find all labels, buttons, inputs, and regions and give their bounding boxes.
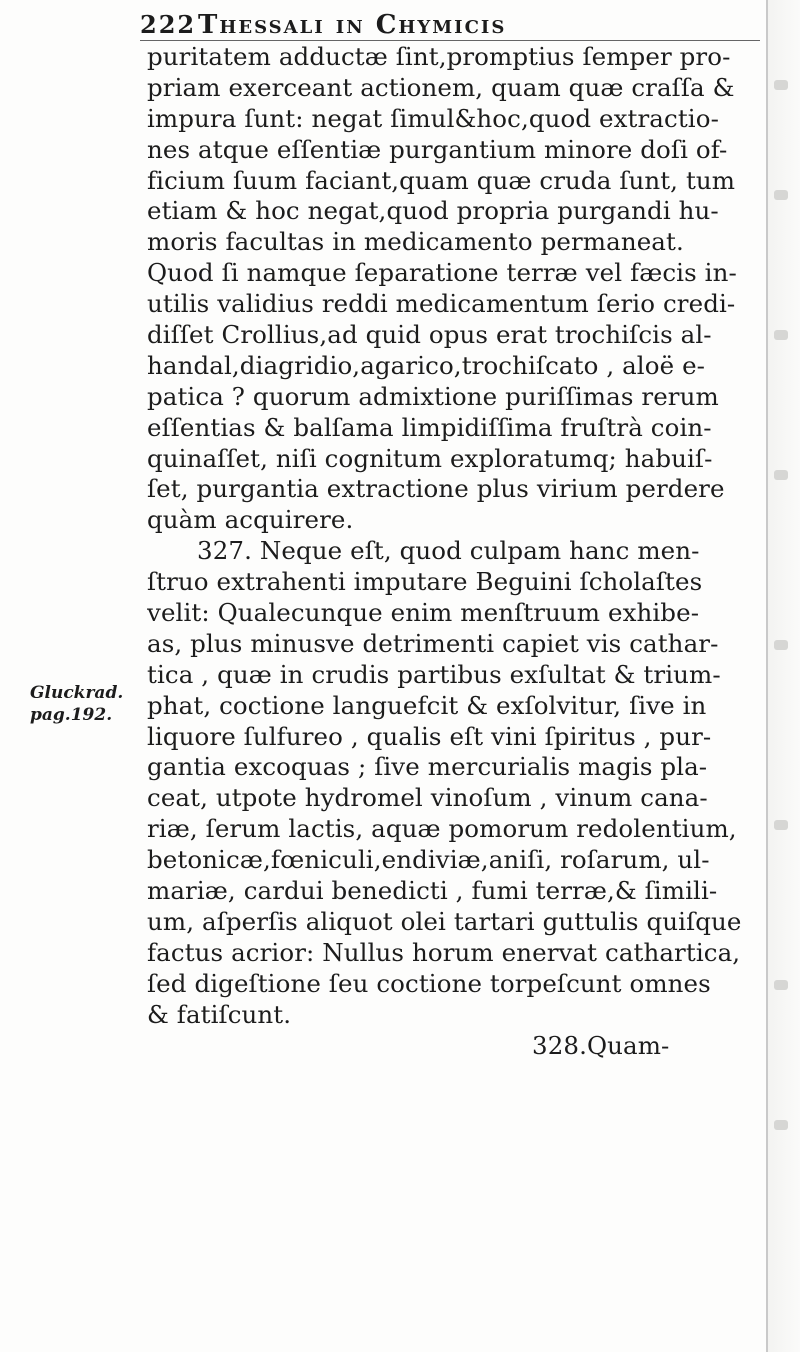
running-header (140, 10, 780, 40)
edge-mark (774, 190, 788, 200)
text-line: etiam & hoc negat,quod propria purgandi hu- (147, 196, 719, 226)
edge-mark (774, 640, 788, 650)
edge-mark (774, 1120, 788, 1130)
text-line: puritatem adductæ ſint,promptius ſemper pro- (147, 42, 731, 71)
text-line: ſed digeſtione ſeu coctione torpeſcunt omnes (147, 968, 711, 998)
text-line: diſſet Crollius,ad quid opus erat trochiſcis al- (147, 320, 712, 350)
paragraph-start-line: 327. Neque eſt, quod culpam hanc men- (197, 536, 700, 566)
text-line: velit: Qualecunque enim menſtruum exhibe- (147, 598, 700, 628)
text-line: impura ſunt: negat ſimul&hoc,quod extractio- (147, 103, 719, 133)
text-line: moris facultas in medicamento permaneat. (147, 227, 684, 257)
edge-mark (774, 820, 788, 830)
text-line: mariæ, cardui benedicti , fumi terræ,& ſimili- (147, 876, 718, 906)
text-line: factus acrior: Nullus horum enervat cathartica, (147, 937, 741, 967)
edge-mark (774, 470, 788, 480)
running-title: Thessali in Chymicis (198, 10, 507, 40)
header-rule (140, 40, 760, 41)
text-line: ficium ſuum faciant,quam quæ cruda ſunt, tum (147, 165, 736, 195)
text-line: priam exerceant actionem, quam quæ craſſa & (147, 72, 735, 102)
margin-note-name: Gluckrad. (30, 683, 124, 703)
margin-note-page-ref: pag.192. (30, 705, 113, 725)
text-line: Quod ſi namque ſeparatione terræ vel fæcis in- (147, 258, 737, 288)
text-line: phat, coctione languefcit & exſolvitur, ſive in (147, 690, 707, 720)
facing-page-edge (766, 0, 800, 1352)
body-text (147, 42, 767, 1061)
text-line: gantia excoquas ; ſive mercurialis magis pla- (147, 752, 708, 782)
text-line: quinaſſet, niſi cognitum exploratumq; habuiſ- (147, 443, 713, 473)
edge-mark (774, 330, 788, 340)
text-line: betonicæ,fœniculi,endiviæ,aniſi, roſarum, ul- (147, 845, 710, 875)
text-line: tica , quæ in crudis partibus exſultat & trium- (147, 659, 721, 689)
edge-mark (774, 980, 788, 990)
text-line: liquore ſulfureo , qualis eſt vini ſpiritus , pur- (147, 721, 712, 751)
catchword: 328.Quam- (532, 1030, 670, 1060)
text-line: um, aſperſis aliquot olei tartari guttulis quiſque (147, 906, 742, 936)
text-line: as, plus minusve detrimenti capiet vis cathar- (147, 628, 719, 658)
text-line: quàm acquirere. (147, 505, 354, 535)
edge-mark (774, 80, 788, 90)
text-line: nes atque eſſentiæ purgantium minore doſi of- (147, 134, 728, 164)
text-line: eſſentias & balſama limpidiſſima fruſtrà coin- (147, 412, 712, 442)
text-line: patica ? quorum admixtione puriſſimas rerum (147, 381, 719, 411)
margin-note (30, 682, 140, 726)
text-line: ceat, utpote hydromel vinoſum , vinum cana- (147, 783, 708, 813)
text-line: utilis validius reddi medicamentum ſerio credi- (147, 289, 736, 319)
text-line: ſet, purgantia extractione plus virium perdere (147, 474, 725, 504)
text-line: ſtruo extrahenti imputare Beguini ſcholaſtes (147, 567, 703, 597)
page-number: 222 (140, 10, 197, 39)
text-line: handal,diagridio,agarico,trochiſcato , aloë e- (147, 350, 706, 380)
text-line: riæ, ſerum lactis, aquæ pomorum redolentium, (147, 814, 737, 844)
text-line: & fatiſcunt. (147, 999, 292, 1029)
